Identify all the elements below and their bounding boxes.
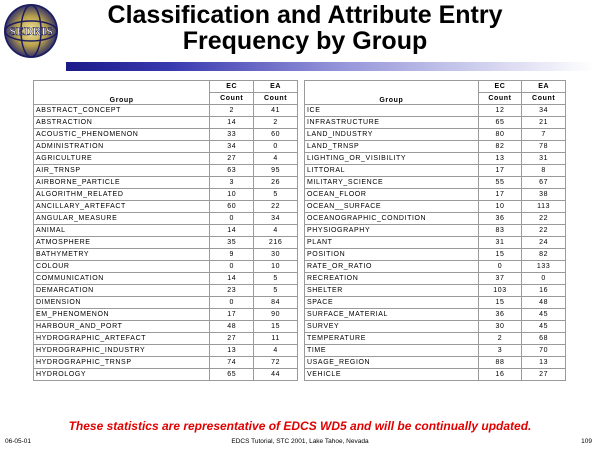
ec-count-cell: 3 <box>478 345 522 357</box>
ea-count-header: Count <box>254 93 298 105</box>
ec-count-cell: 74 <box>210 357 254 369</box>
ea-count-cell: 216 <box>254 237 298 249</box>
group-cell: LAND_INDUSTRY <box>305 129 479 141</box>
group-cell: ANCILLARY_ARTEFACT <box>34 201 210 213</box>
ea-count-cell: 7 <box>522 129 566 141</box>
group-cell: SPACE <box>305 297 479 309</box>
ea-count-cell: 48 <box>522 297 566 309</box>
ec-count-cell: 80 <box>478 129 522 141</box>
table-row <box>34 333 298 345</box>
ea-count-cell: 72 <box>254 357 298 369</box>
ea-count-cell: 78 <box>522 141 566 153</box>
group-cell: SURFACE_MATERIAL <box>305 309 479 321</box>
group-header: Group <box>305 81 479 105</box>
ea-count-cell: 4 <box>254 225 298 237</box>
group-cell: HARBOUR_AND_PORT <box>34 321 210 333</box>
table-row <box>34 165 298 177</box>
ea-count-cell: 45 <box>522 321 566 333</box>
table-row <box>34 297 298 309</box>
ec-count-cell: 30 <box>478 321 522 333</box>
group-cell: OCEANOGRAPHIC_CONDITION <box>305 213 479 225</box>
group-cell: MILITARY_SCIENCE <box>305 177 479 189</box>
ea-header: EA <box>254 81 298 93</box>
group-cell: LIGHTING_OR_VISIBILITY <box>305 153 479 165</box>
table-row <box>305 225 566 237</box>
ea-count-cell: 31 <box>522 153 566 165</box>
ea-count-cell: 34 <box>254 213 298 225</box>
ea-count-cell: 4 <box>254 153 298 165</box>
group-cell: RATE_OR_RATIO <box>305 261 479 273</box>
group-cell: ALGORITHM_RELATED <box>34 189 210 201</box>
group-cell: COLOUR <box>34 261 210 273</box>
ea-count-cell: 133 <box>522 261 566 273</box>
ea-count-cell: 2 <box>254 117 298 129</box>
group-cell: DEMARCATION <box>34 285 210 297</box>
ec-count-cell: 36 <box>478 213 522 225</box>
ea-count-cell: 45 <box>522 309 566 321</box>
title-underline-bar <box>66 62 594 71</box>
group-cell: SHELTER <box>305 285 479 297</box>
group-cell: ICE <box>305 105 479 117</box>
ec-count-cell: 0 <box>210 297 254 309</box>
footnote: These statistics are representative of EDCS WD5 and will be continually updated. <box>68 419 532 433</box>
ec-count-header: Count <box>478 93 522 105</box>
table-row <box>305 309 566 321</box>
ea-count-cell: 0 <box>522 273 566 285</box>
table-row <box>305 345 566 357</box>
group-cell: DIMENSION <box>34 297 210 309</box>
table-row <box>34 321 298 333</box>
right-frequency-table <box>304 80 566 381</box>
table-row <box>305 105 566 117</box>
slide-title <box>95 2 515 54</box>
ec-count-cell: 48 <box>210 321 254 333</box>
ec-count-cell: 37 <box>478 273 522 285</box>
table-row <box>305 321 566 333</box>
ec-count-cell: 13 <box>210 345 254 357</box>
ea-count-cell: 67 <box>522 177 566 189</box>
group-cell: PHYSIOGRAPHY <box>305 225 479 237</box>
ea-header: EA <box>522 81 566 93</box>
group-cell: ANIMAL <box>34 225 210 237</box>
group-cell: ACOUSTIC_PHENOMENON <box>34 129 210 141</box>
ea-count-cell: 27 <box>522 369 566 381</box>
ec-count-cell: 88 <box>478 357 522 369</box>
group-cell: HYDROGRAPHIC_INDUSTRY <box>34 345 210 357</box>
table-header-row <box>305 81 566 93</box>
ec-count-cell: 9 <box>210 249 254 261</box>
table-row <box>34 177 298 189</box>
ec-count-cell: 12 <box>478 105 522 117</box>
title-line-2: Frequency by Group <box>182 27 428 55</box>
ec-count-cell: 33 <box>210 129 254 141</box>
table-row <box>305 333 566 345</box>
ec-count-cell: 63 <box>210 165 254 177</box>
ea-count-cell: 8 <box>522 165 566 177</box>
ea-count-cell: 21 <box>522 117 566 129</box>
ea-count-cell: 5 <box>254 285 298 297</box>
ea-count-cell: 70 <box>522 345 566 357</box>
ec-header: EC <box>478 81 522 93</box>
ec-count-cell: 17 <box>210 309 254 321</box>
table-row <box>34 153 298 165</box>
ec-count-cell: 13 <box>478 153 522 165</box>
ec-count-cell: 36 <box>478 309 522 321</box>
table-row <box>34 105 298 117</box>
logo-text: SEDRIS <box>9 24 53 38</box>
ea-count-cell: 95 <box>254 165 298 177</box>
ec-count-cell: 10 <box>210 189 254 201</box>
table-row <box>305 357 566 369</box>
table-row <box>34 273 298 285</box>
ea-count-cell: 60 <box>254 129 298 141</box>
table-row <box>305 165 566 177</box>
ec-count-cell: 14 <box>210 117 254 129</box>
ea-count-cell: 82 <box>522 249 566 261</box>
group-cell: PLANT <box>305 237 479 249</box>
group-cell: ABSTRACT_CONCEPT <box>34 105 210 117</box>
ec-count-cell: 65 <box>478 117 522 129</box>
ec-count-cell: 35 <box>210 237 254 249</box>
ec-count-cell: 17 <box>478 165 522 177</box>
table-row <box>305 297 566 309</box>
table-header-row <box>34 81 298 93</box>
ea-count-cell: 24 <box>522 237 566 249</box>
table-row <box>34 189 298 201</box>
group-cell: OCEAN__SURFACE <box>305 201 479 213</box>
table-row <box>305 177 566 189</box>
table-row <box>305 153 566 165</box>
table-row <box>305 237 566 249</box>
ea-count-cell: 90 <box>254 309 298 321</box>
ec-count-cell: 3 <box>210 177 254 189</box>
ec-count-cell: 27 <box>210 333 254 345</box>
table-row <box>34 117 298 129</box>
group-cell: BATHYMETRY <box>34 249 210 261</box>
table-row <box>305 201 566 213</box>
ea-count-cell: 113 <box>522 201 566 213</box>
table-row <box>34 213 298 225</box>
group-cell: COMMUNICATION <box>34 273 210 285</box>
ea-count-cell: 22 <box>254 201 298 213</box>
group-cell: LAND_TRNSP <box>305 141 479 153</box>
ec-count-cell: 83 <box>478 225 522 237</box>
footer-center: EDCS Tutorial, STC 2001, Lake Tahoe, Nevada <box>231 438 369 445</box>
group-cell: AGRICULTURE <box>34 153 210 165</box>
ec-count-cell: 55 <box>478 177 522 189</box>
table-row <box>34 141 298 153</box>
ea-count-cell: 84 <box>254 297 298 309</box>
group-cell: OCEAN_FLOOR <box>305 189 479 201</box>
ea-count-header: Count <box>522 93 566 105</box>
table-row <box>34 249 298 261</box>
table-row <box>305 273 566 285</box>
group-cell: ABSTRACTION <box>34 117 210 129</box>
ec-count-cell: 65 <box>210 369 254 381</box>
ea-count-cell: 44 <box>254 369 298 381</box>
group-cell: ADMINISTRATION <box>34 141 210 153</box>
ec-count-cell: 2 <box>210 105 254 117</box>
table-row <box>34 309 298 321</box>
ea-count-cell: 10 <box>254 261 298 273</box>
group-cell: HYDROLOGY <box>34 369 210 381</box>
ea-count-cell: 34 <box>522 105 566 117</box>
table-row <box>305 261 566 273</box>
ec-count-cell: 103 <box>478 285 522 297</box>
table-row <box>305 213 566 225</box>
sedris-logo <box>2 2 60 60</box>
ec-count-cell: 0 <box>478 261 522 273</box>
ea-count-cell: 13 <box>522 357 566 369</box>
group-cell: HYDROGRAPHIC_TRNSP <box>34 357 210 369</box>
table-row <box>305 141 566 153</box>
left-frequency-table <box>33 80 298 381</box>
group-cell: AIR_TRNSP <box>34 165 210 177</box>
ec-count-cell: 16 <box>478 369 522 381</box>
table-row <box>34 261 298 273</box>
ea-count-cell: 5 <box>254 273 298 285</box>
right-table-body <box>305 105 566 381</box>
group-cell: USAGE_REGION <box>305 357 479 369</box>
table-row <box>305 285 566 297</box>
group-cell: AIRBORNE_PARTICLE <box>34 177 210 189</box>
group-cell: LITTORAL <box>305 165 479 177</box>
ec-count-cell: 31 <box>478 237 522 249</box>
ea-count-cell: 38 <box>522 189 566 201</box>
left-table-body <box>34 105 298 381</box>
ea-count-cell: 5 <box>254 189 298 201</box>
group-cell: TEMPERATURE <box>305 333 479 345</box>
group-cell: HYDROGRAPHIC_ARTEFACT <box>34 333 210 345</box>
group-cell: POSITION <box>305 249 479 261</box>
group-cell: VEHICLE <box>305 369 479 381</box>
table-row <box>305 189 566 201</box>
ec-count-cell: 60 <box>210 201 254 213</box>
ea-count-cell: 68 <box>522 333 566 345</box>
group-cell: TIME <box>305 345 479 357</box>
table-row <box>34 345 298 357</box>
group-cell: INFRASTRUCTURE <box>305 117 479 129</box>
table-row <box>305 117 566 129</box>
table-row <box>34 285 298 297</box>
ec-count-cell: 2 <box>478 333 522 345</box>
ec-count-cell: 15 <box>478 249 522 261</box>
table-row <box>34 201 298 213</box>
ec-count-cell: 14 <box>210 273 254 285</box>
table-row <box>305 249 566 261</box>
table-row <box>34 225 298 237</box>
ea-count-cell: 11 <box>254 333 298 345</box>
ea-count-cell: 15 <box>254 321 298 333</box>
ec-count-cell: 15 <box>478 297 522 309</box>
ec-count-cell: 0 <box>210 213 254 225</box>
group-cell: RECREATION <box>305 273 479 285</box>
group-cell: SURVEY <box>305 321 479 333</box>
ec-count-cell: 17 <box>478 189 522 201</box>
ea-count-cell: 16 <box>522 285 566 297</box>
group-header: Group <box>34 81 210 105</box>
table-row <box>305 369 566 381</box>
ec-count-cell: 14 <box>210 225 254 237</box>
table-row <box>34 129 298 141</box>
group-cell: EM_PHENOMENON <box>34 309 210 321</box>
ec-count-header: Count <box>210 93 254 105</box>
ea-count-cell: 30 <box>254 249 298 261</box>
group-cell: ANGULAR_MEASURE <box>34 213 210 225</box>
table-row <box>305 129 566 141</box>
table-row <box>34 357 298 369</box>
ea-count-cell: 0 <box>254 141 298 153</box>
ec-count-cell: 0 <box>210 261 254 273</box>
group-cell: ATMOSPHERE <box>34 237 210 249</box>
ec-count-cell: 23 <box>210 285 254 297</box>
ea-count-cell: 22 <box>522 225 566 237</box>
ec-count-cell: 34 <box>210 141 254 153</box>
ea-count-cell: 22 <box>522 213 566 225</box>
ea-count-cell: 41 <box>254 105 298 117</box>
table-row <box>34 369 298 381</box>
ea-count-cell: 4 <box>254 345 298 357</box>
ea-count-cell: 26 <box>254 177 298 189</box>
ec-count-cell: 10 <box>478 201 522 213</box>
ec-count-cell: 27 <box>210 153 254 165</box>
ec-count-cell: 82 <box>478 141 522 153</box>
ec-header: EC <box>210 81 254 93</box>
footer-page-number: 109 <box>581 438 592 445</box>
title-line-1: Classification and Attribute Entry <box>107 1 503 29</box>
footer-date: 06-05-01 <box>5 438 32 445</box>
table-row <box>34 237 298 249</box>
